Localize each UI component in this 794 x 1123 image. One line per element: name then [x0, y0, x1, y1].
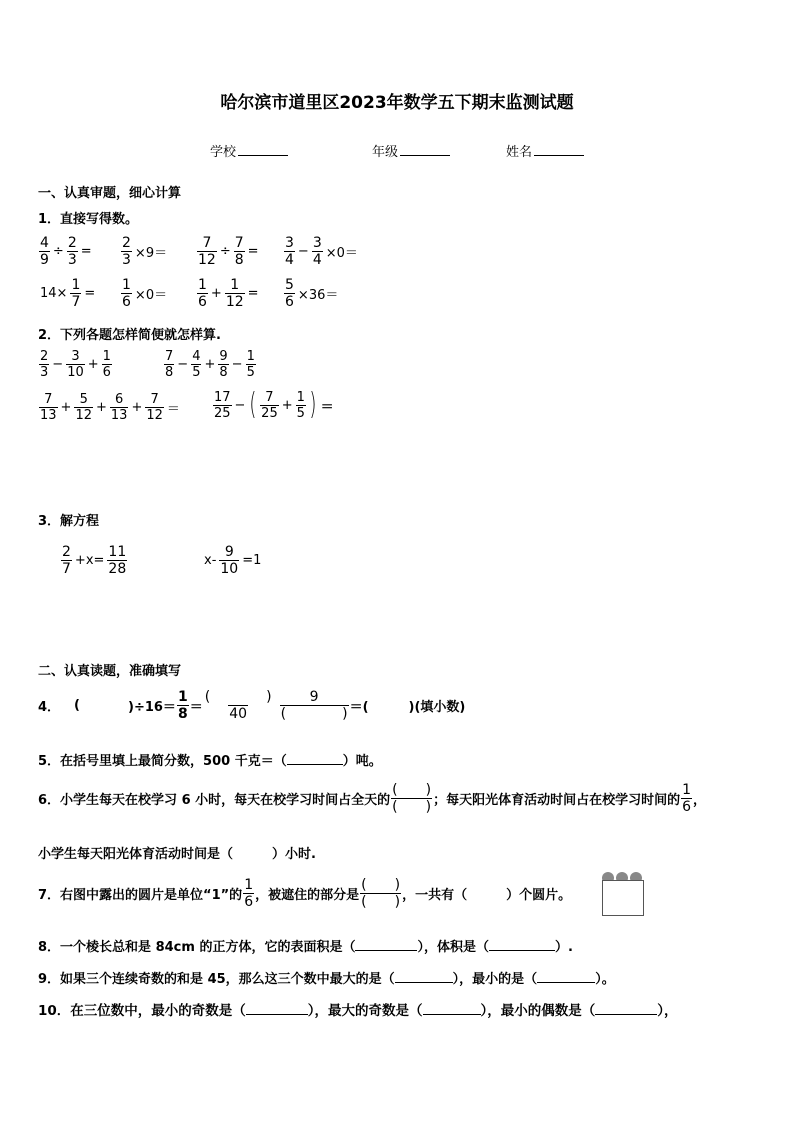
fraction: 17 25: [214, 389, 231, 421]
operator: +: [204, 357, 216, 372]
fraction: $\frac{1}{5}$: [246, 349, 255, 380]
operator: +x=: [74, 553, 105, 568]
q3-equation-2: [202, 545, 263, 576]
q10-blank-1[interactable]: [246, 1001, 308, 1015]
fraction: $\frac{5}{6}$: [285, 277, 294, 310]
operator: −: [234, 397, 246, 413]
q8-blank-2[interactable]: [489, 937, 555, 951]
grade-field[interactable]: 年级: [372, 141, 450, 160]
q10-blank-2[interactable]: [423, 1001, 481, 1015]
page-title: 哈尔滨市道里区2023年数学五下期末监测试题: [220, 93, 574, 113]
operator: ×9＝: [134, 246, 168, 261]
operator: =: [80, 244, 92, 259]
fraction: $\frac{7}{8}$: [234, 235, 244, 268]
q7: 7．右图中露出的圆片是单位“1”的 1 6 ，被遮住的部分是 ( ) ( ) ，一共有（ ）个圆片。: [38, 877, 572, 910]
fraction: 7 25: [261, 389, 278, 421]
q2-expression-2: [163, 350, 257, 379]
q1-item[interactable]: [38, 278, 97, 309]
fraction: $\frac{9}{10}$: [220, 544, 239, 577]
q6-fraction: 1 6: [682, 782, 692, 815]
fraction: $\frac{4}{9}$: [40, 235, 49, 268]
operator: +: [87, 357, 99, 372]
q1-item[interactable]: [283, 278, 340, 309]
q5: 5．在括号里填上最简分数，500 千克＝（ ）吨。: [38, 750, 382, 769]
fraction: 7 8: [165, 349, 174, 380]
fraction: $\frac{4}{5}$: [192, 349, 201, 380]
operator: −: [177, 357, 189, 372]
fraction: $\frac{9}{8}$: [219, 349, 228, 380]
fraction: 2 7: [62, 544, 71, 577]
q3-label: 3．解方程: [38, 514, 100, 529]
fraction: $\frac{11}{28}$: [108, 544, 127, 577]
fraction: $\frac{1}{5}$: [296, 389, 305, 421]
paren-right: ): [309, 387, 317, 422]
q2-expression-3: [38, 393, 182, 422]
operator: =: [247, 286, 259, 301]
q1-item[interactable]: [196, 236, 261, 267]
q3-equation-1: [60, 545, 128, 576]
fraction: $\frac{3}{10}$: [67, 349, 84, 380]
section-1-heading: 一、认真审题，细心计算: [38, 186, 182, 201]
paren-left: (: [249, 387, 257, 422]
operator: −: [231, 357, 243, 372]
cover-box: [602, 880, 644, 916]
operator: ×36＝: [297, 288, 339, 303]
fraction: $\frac{7}{12}$: [198, 235, 216, 268]
operator: ＝: [320, 399, 334, 415]
q9: 9．如果三个连续奇数的和是 45，那么这三个数中最大的是（ ），最小的是（ ）。: [38, 968, 615, 987]
operator: +: [210, 286, 222, 301]
q4: 4． ( )÷16＝ 1 8 ＝ ( ) 40 9 ( ) ＝( )(填小数): [38, 689, 466, 722]
q1-item[interactable]: [283, 236, 360, 267]
q6-blank-fraction[interactable]: ( ) ( ): [392, 782, 432, 815]
fraction: $\frac{3}{4}$: [312, 235, 322, 268]
q1-item[interactable]: [120, 278, 169, 309]
q1-item[interactable]: [38, 236, 94, 267]
q10-blank-3[interactable]: [595, 1001, 657, 1015]
fraction: $\frac{1}{6}$: [102, 349, 111, 380]
q4-fraction-1: 1 8: [177, 689, 188, 722]
fraction: $\frac{5}{12}$: [75, 392, 92, 423]
operator: −: [52, 357, 64, 372]
q10: 10．在三位数中，最小的奇数是（ ），最大的奇数是（ ），最小的偶数是（ ），: [38, 1003, 678, 1019]
fraction: $\frac{6}{13}$: [110, 392, 128, 423]
operator: +: [96, 400, 107, 415]
operator: ×0＝: [134, 288, 168, 303]
operator: =: [247, 244, 259, 259]
fraction: $\frac{2}{3}$: [67, 235, 77, 268]
operator: ÷: [219, 244, 231, 259]
operator: +: [60, 400, 72, 415]
q7-fraction: 1 6: [244, 877, 254, 910]
q6: 6．小学生每天在校学习 6 小时，每天在校学习时间占全天的 ( ) ( ) ；每天阳光体育活动时间占在校学习时间的 1 6 ，: [38, 782, 707, 815]
fraction: 3 4: [285, 235, 294, 268]
q6-line-2: 小学生每天阳光体育活动时间是（ ）小时.: [38, 847, 316, 862]
q7-circles-figure: [602, 872, 646, 922]
fraction: 7 13: [40, 392, 57, 423]
q8-blank-1[interactable]: [355, 937, 417, 951]
operator: ×0＝: [325, 246, 358, 261]
fraction: $\frac{2}{3}$: [122, 235, 131, 268]
q2-label: 2．下列各题怎样简便就怎样算.: [38, 328, 221, 343]
fraction: 1 6: [198, 277, 207, 310]
q9-blank-2[interactable]: [537, 969, 595, 983]
operator: −: [297, 244, 309, 259]
school-field[interactable]: 学校: [210, 141, 288, 160]
q4-fraction-3[interactable]: 9 ( ): [280, 689, 348, 722]
q1-item[interactable]: [196, 278, 261, 309]
operator: ＝: [166, 402, 180, 417]
q1-label: 1．直接写得数。: [38, 212, 139, 227]
q2-expression-4: [212, 387, 336, 422]
q8: 8．一个棱长总和是 84cm 的正方体，它的表面积是（ ），体积是（ ）.: [38, 936, 573, 955]
operator: =1: [242, 553, 262, 568]
section-2-heading: 二、认真读题，准确填写: [38, 664, 182, 679]
q4-fraction-2[interactable]: ( ) 40: [204, 689, 272, 722]
q2-expression-1: [38, 350, 113, 379]
operator: x-: [204, 553, 217, 568]
operator: 14×: [40, 286, 68, 301]
q9-blank-1[interactable]: [395, 969, 453, 983]
q1-item[interactable]: [120, 236, 169, 267]
operator: +: [281, 397, 293, 413]
name-field[interactable]: 姓名: [506, 141, 584, 160]
fraction: $\frac{1}{6}$: [122, 277, 131, 310]
q5-blank[interactable]: [287, 751, 343, 765]
q7-blank-fraction[interactable]: ( ) ( ): [361, 877, 401, 910]
fraction: 2 3: [40, 349, 49, 380]
operator: ÷: [52, 244, 64, 259]
fraction: $\frac{1}{12}$: [225, 277, 244, 310]
operator: +: [131, 400, 143, 415]
fraction: $\frac{1}{7}$: [71, 277, 81, 310]
fraction: $\frac{7}{12}$: [146, 392, 163, 423]
operator: =: [84, 286, 96, 301]
